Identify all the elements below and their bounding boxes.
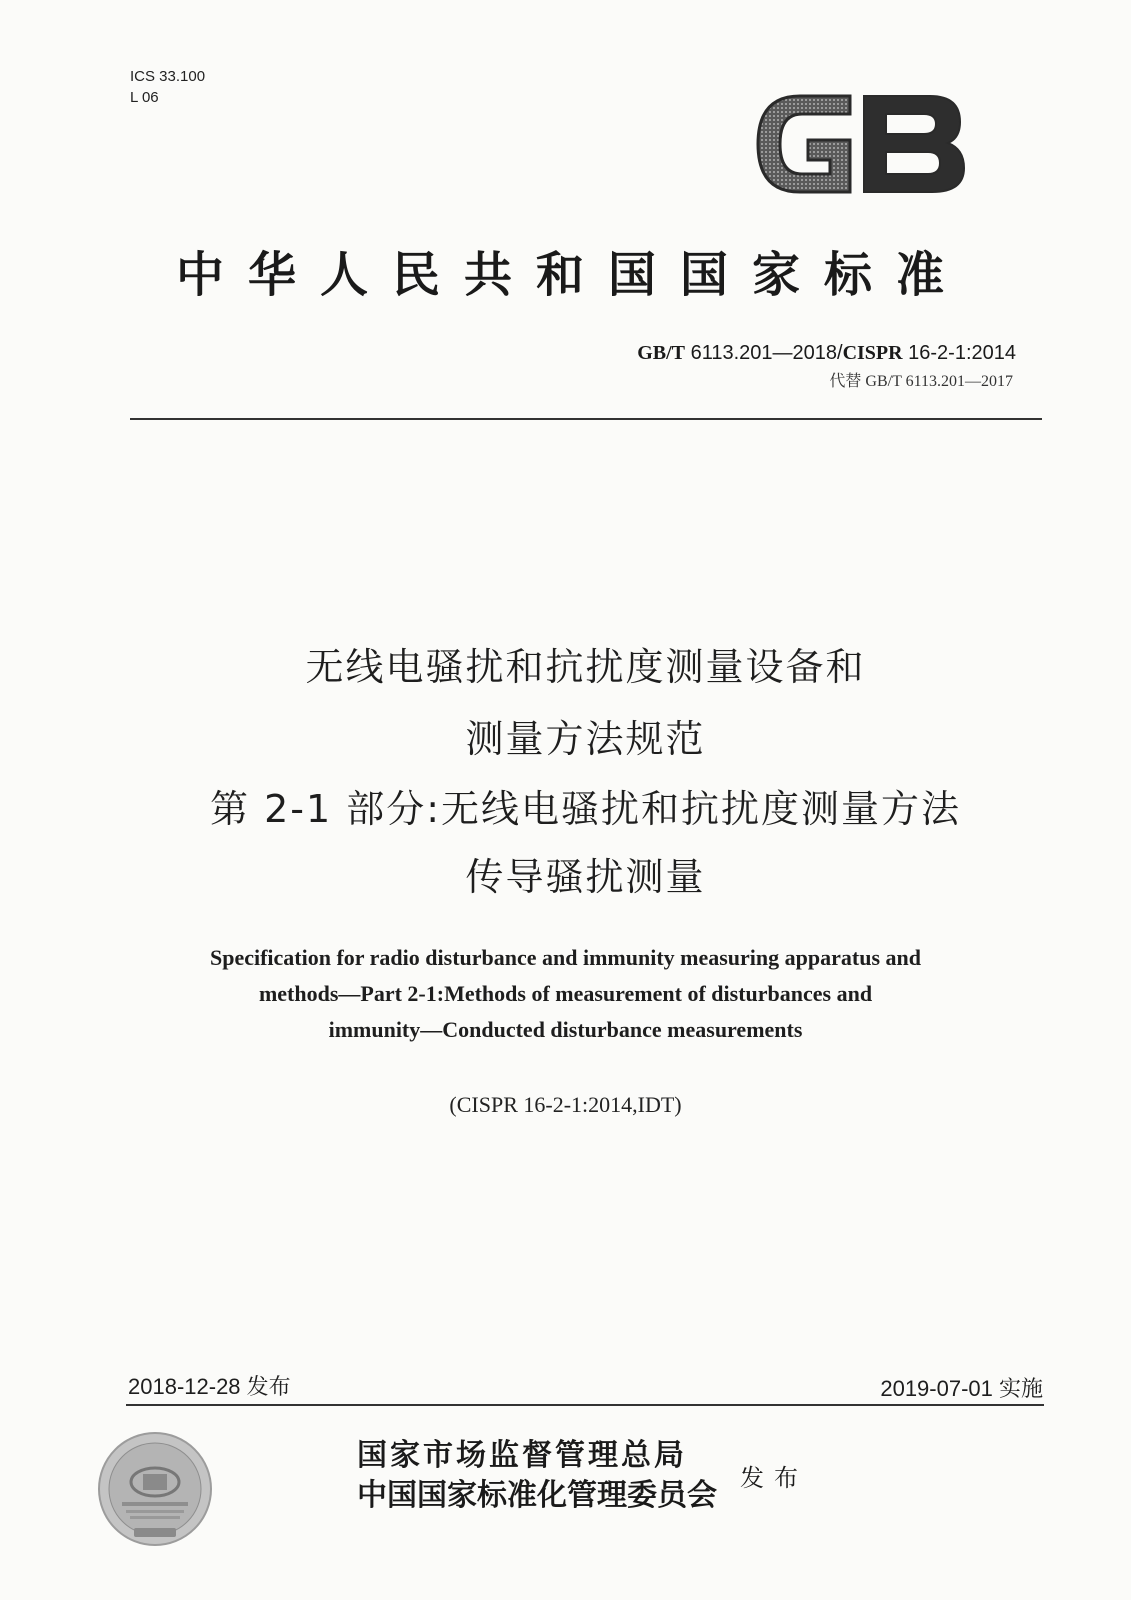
footer-divider — [126, 1404, 1044, 1406]
classification-codes — [130, 66, 205, 108]
issue-date: 2018-12-28 发布 — [128, 1374, 291, 1399]
replaces-standard: 代替 GB/T 6113.201—2017 — [829, 373, 1013, 390]
title-en-line2: methods—Part 2-1:Methods of measurement of disturbances and — [258, 981, 873, 1006]
publish-label: 发布 — [740, 1464, 808, 1492]
national-standard-name: 中华人民共和国国家标准 — [175, 247, 968, 303]
cispr-label: CISPR — [842, 342, 903, 364]
issuer-samr: 国家市场监督管理总局 — [357, 1438, 687, 1473]
standard-number — [637, 342, 1016, 365]
implementation-date: 2019-07-01 实施 — [880, 1376, 1043, 1401]
title-cn-line3: 第 2-1 部分:无线电骚扰和抗扰度测量方法 — [209, 787, 962, 831]
ccs-code: L 06 — [130, 89, 159, 106]
standard-number-rest: 6113.201—2018/ — [685, 342, 843, 364]
issuer-sac: 中国国家标准化管理委员会 — [357, 1478, 717, 1513]
gb-logo — [752, 86, 972, 202]
title-cn-line4: 传导骚扰测量 — [465, 855, 706, 899]
title-en-line1: Specification for radio disturbance and immunity measuring apparatus and — [209, 945, 921, 970]
title-cn-line1: 无线电骚扰和抗扰度测量设备和 — [305, 645, 866, 689]
adoption-note: (CISPR 16-2-1:2014,IDT) — [449, 1092, 682, 1117]
title-en-line3: immunity—Conducted disturbance measurements — [328, 1017, 803, 1042]
anti-counterfeit-seal — [96, 1430, 214, 1548]
ics-code: ICS 33.100 — [130, 68, 206, 85]
cispr-number: 16-2-1:2014 — [902, 342, 1016, 364]
header-divider — [130, 418, 1042, 420]
standard-prefix: GB/T — [637, 342, 686, 364]
title-cn-line2: 测量方法规范 — [465, 717, 706, 761]
